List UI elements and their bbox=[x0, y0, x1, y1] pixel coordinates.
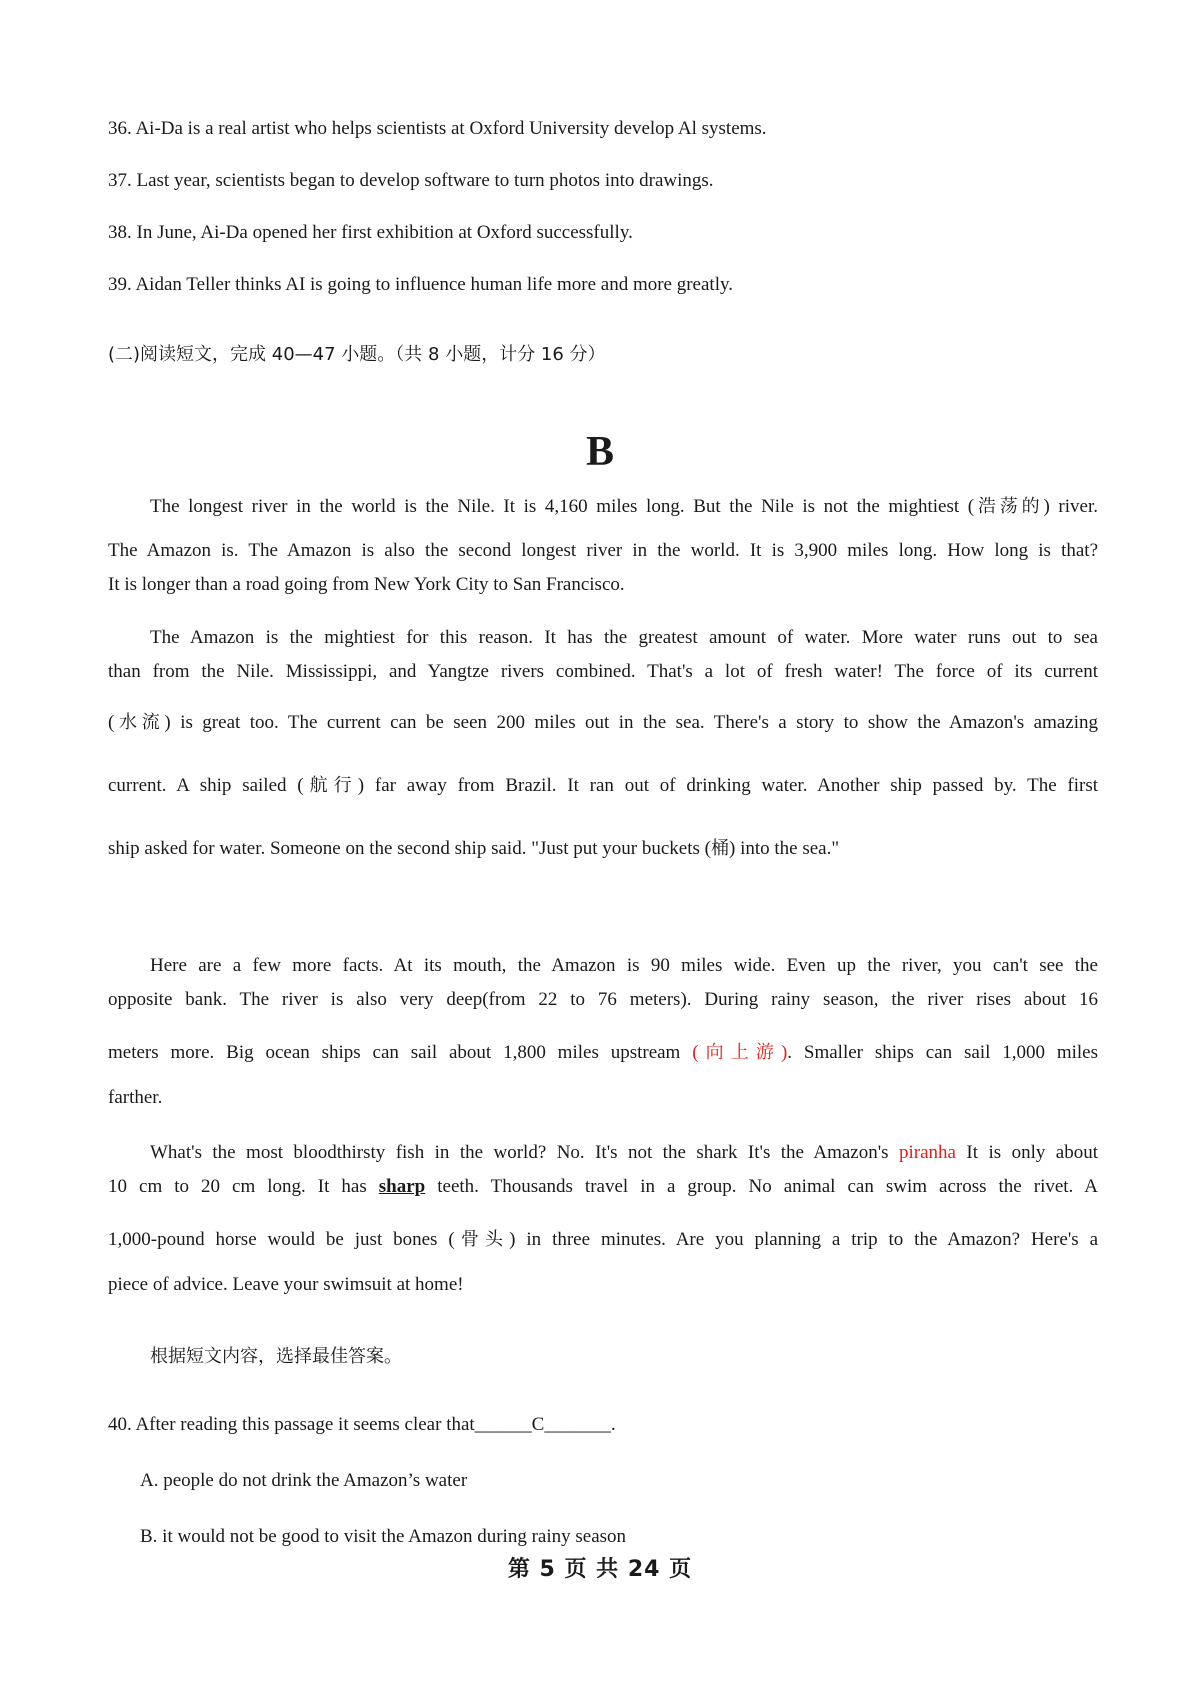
upstream-gloss: (向上游) bbox=[692, 1042, 788, 1063]
question-37: 37. Last year, scientists began to develop software to turn photos into drawings. bbox=[108, 170, 714, 191]
p2-line-1: The Amazon is the mightiest for this reason. It has the greatest amount of water. More water runs out to sea bbox=[150, 627, 1098, 648]
p1-line-3: It is longer than a road going from New York City to San Francisco. bbox=[108, 574, 625, 595]
p4-line-3: 1,000-pound horse would be just bones (骨头) in three minutes. Are you planning a trip to the Amazon? Here's a bbox=[108, 1229, 1099, 1250]
p2-line-4: current. A ship sailed (航行) far away from Brazil. It ran out of drinking water. Another ship passed by. The first bbox=[108, 775, 1099, 796]
instruction: 根据短文内容，选择最佳答案。 bbox=[150, 1346, 402, 1367]
p2-line-5: ship asked for water. Someone on the second ship said. "Just put your buckets (桶) into the sea." bbox=[108, 838, 840, 859]
p4-line-1: What's the most bloodthirsty fish in the world? No. It's not the shark It's the Amazon's piranha It is only about bbox=[150, 1142, 1098, 1163]
question-39: 39. Aidan Teller thinks AI is going to influence human life more and more greatly. bbox=[108, 274, 733, 295]
question-38: 38. In June, Ai-Da opened her first exhibition at Oxford successfully. bbox=[108, 222, 633, 243]
option-b: B. it would not be good to visit the Amazon during rainy season bbox=[140, 1526, 627, 1547]
section-header: (二)阅读短文，完成 40—47 小题。（共 8 小题，计分 16 分） bbox=[108, 344, 606, 365]
piranha-highlight: piranha bbox=[899, 1142, 956, 1163]
p2-line-3: (水流) is great too. The current can be seen 200 miles out in the sea. There's a story to show the Amazon's amazing bbox=[108, 712, 1099, 733]
p3-line-2: opposite bank. The river is also very deep(from 22 to 76 meters). During rainy season, the river rises about 16 bbox=[108, 989, 1098, 1010]
question-36: 36. Ai-Da is a real artist who helps scientists at Oxford University develop Al systems. bbox=[108, 118, 767, 139]
p1-line-2: The Amazon is. The Amazon is also the second longest river in the world. It is 3,900 miles long. How long is that? bbox=[108, 540, 1098, 561]
sharp-highlight: sharp bbox=[378, 1176, 426, 1197]
option-a: A. people do not drink the Amazon’s water bbox=[140, 1470, 468, 1491]
p4-line-4: piece of advice. Leave your swimsuit at home! bbox=[108, 1274, 464, 1295]
page-footer: 第 5 页 共 24 页 bbox=[507, 1557, 693, 1582]
p2-line-2: than from the Nile. Mississippi, and Yangtze rivers combined. That's a lot of fresh water! The force of its current bbox=[108, 661, 1098, 682]
p4-line-2: 10 cm to 20 cm long. It has sharp teeth. Thousands travel in a group. No animal can swim across the rivet. A bbox=[108, 1176, 1098, 1197]
p1-line-1: The longest river in the world is the Nile. It is 4,160 miles long. But the Nile is not the mightiest (浩荡的) river. bbox=[150, 496, 1099, 517]
p3-line-4: farther. bbox=[108, 1087, 163, 1108]
p3-line-1: Here are a few more facts. At its mouth, the Amazon is 90 miles wide. Even up the river, you can't see the bbox=[150, 955, 1098, 976]
p3-line-3: meters more. Big ocean ships can sail about 1,800 miles upstream (向上游). Smaller ships can sail 1,000 miles bbox=[108, 1042, 1099, 1063]
passage-title: B bbox=[585, 429, 614, 475]
question-40: 40. After reading this passage it seems clear that______C_______. bbox=[108, 1414, 616, 1435]
